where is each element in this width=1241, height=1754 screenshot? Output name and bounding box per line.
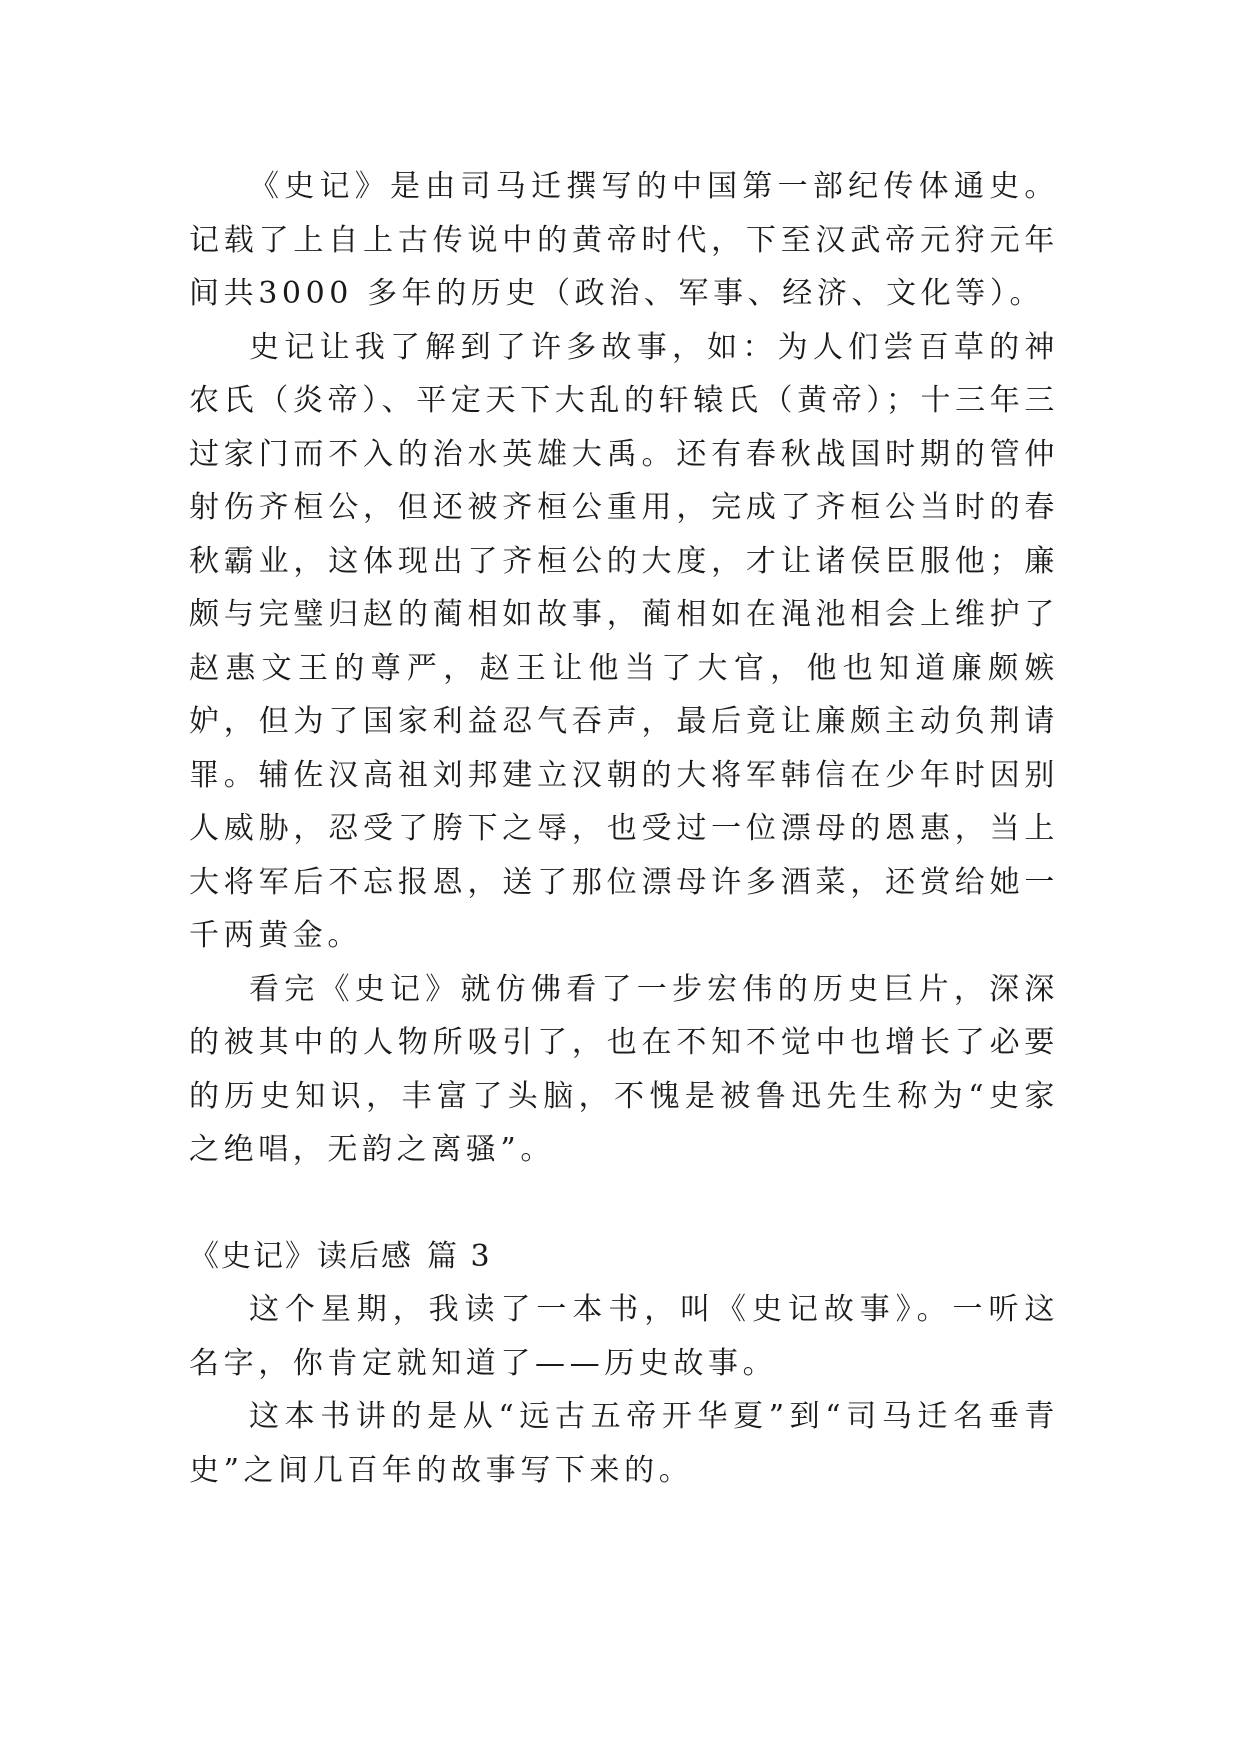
paragraph-2: 史记让我了解到了许多故事，如：为人们尝百草的神农氏（炎帝）、平定天下大乱的轩辕氏（黄帝）；十三年三过家门而不入的治水英雄大禹。还有春秋战国时期的管仲射伤齐桓公，但还被齐桓公重用，完成了齐桓公当时的春秋霸业，这体现出了齐桓公的大度，才让诸侯臣服他；廉颇与完璧归赵的蔺相如故事，蔺相如在渑池相会上维护了赵惠文王的尊严，赵王让他当了大官，他也知道廉颇嫉妒，但为了国家利益忍气吞声，最后竟让廉颇主动负荆请罪。辅佐汉高祖刘邦建立汉朝的大将军韩信在少年时因别人威胁，忍受了胯下之辱，也受过一位漂母的恩惠，当上大将军后不忘报恩，送了那位漂母许多酒菜，还赏给她一千两黄金。 [189,329,1059,953]
document-body [189,160,1059,1497]
paragraph-3: 看完《史记》就仿佛看了一步宏伟的历史巨片，深深的被其中的人物所吸引了，也在不知不觉中也增长了必要的历史知识，丰富了头脑，不愧是被鲁迅先生称为“史家之绝唱，无韵之离骚”。 [189,971,1059,1167]
paragraph-1: 《史记》是由司马迁撰写的中国第一部纪传体通史。记载了上自上古传说中的黄帝时代，下至汉武帝元狩元年间共3000 多年的历史（政治、军事、经济、文化等）。 [189,169,1059,311]
paragraph-4: 这个星期，我读了一本书，叫《史记故事》。一听这名字，你肯定就知道了——历史故事。 [189,1292,1059,1381]
section-heading [189,1230,1059,1284]
section-heading-title: 《史记》读后感 [189,1238,413,1274]
paragraph-5: 这本书讲的是从“远古五帝开华夏”到“司马迁名垂青史”之间几百年的故事写下来的。 [189,1399,1059,1488]
section-heading-number: 篇 3 [427,1238,492,1274]
